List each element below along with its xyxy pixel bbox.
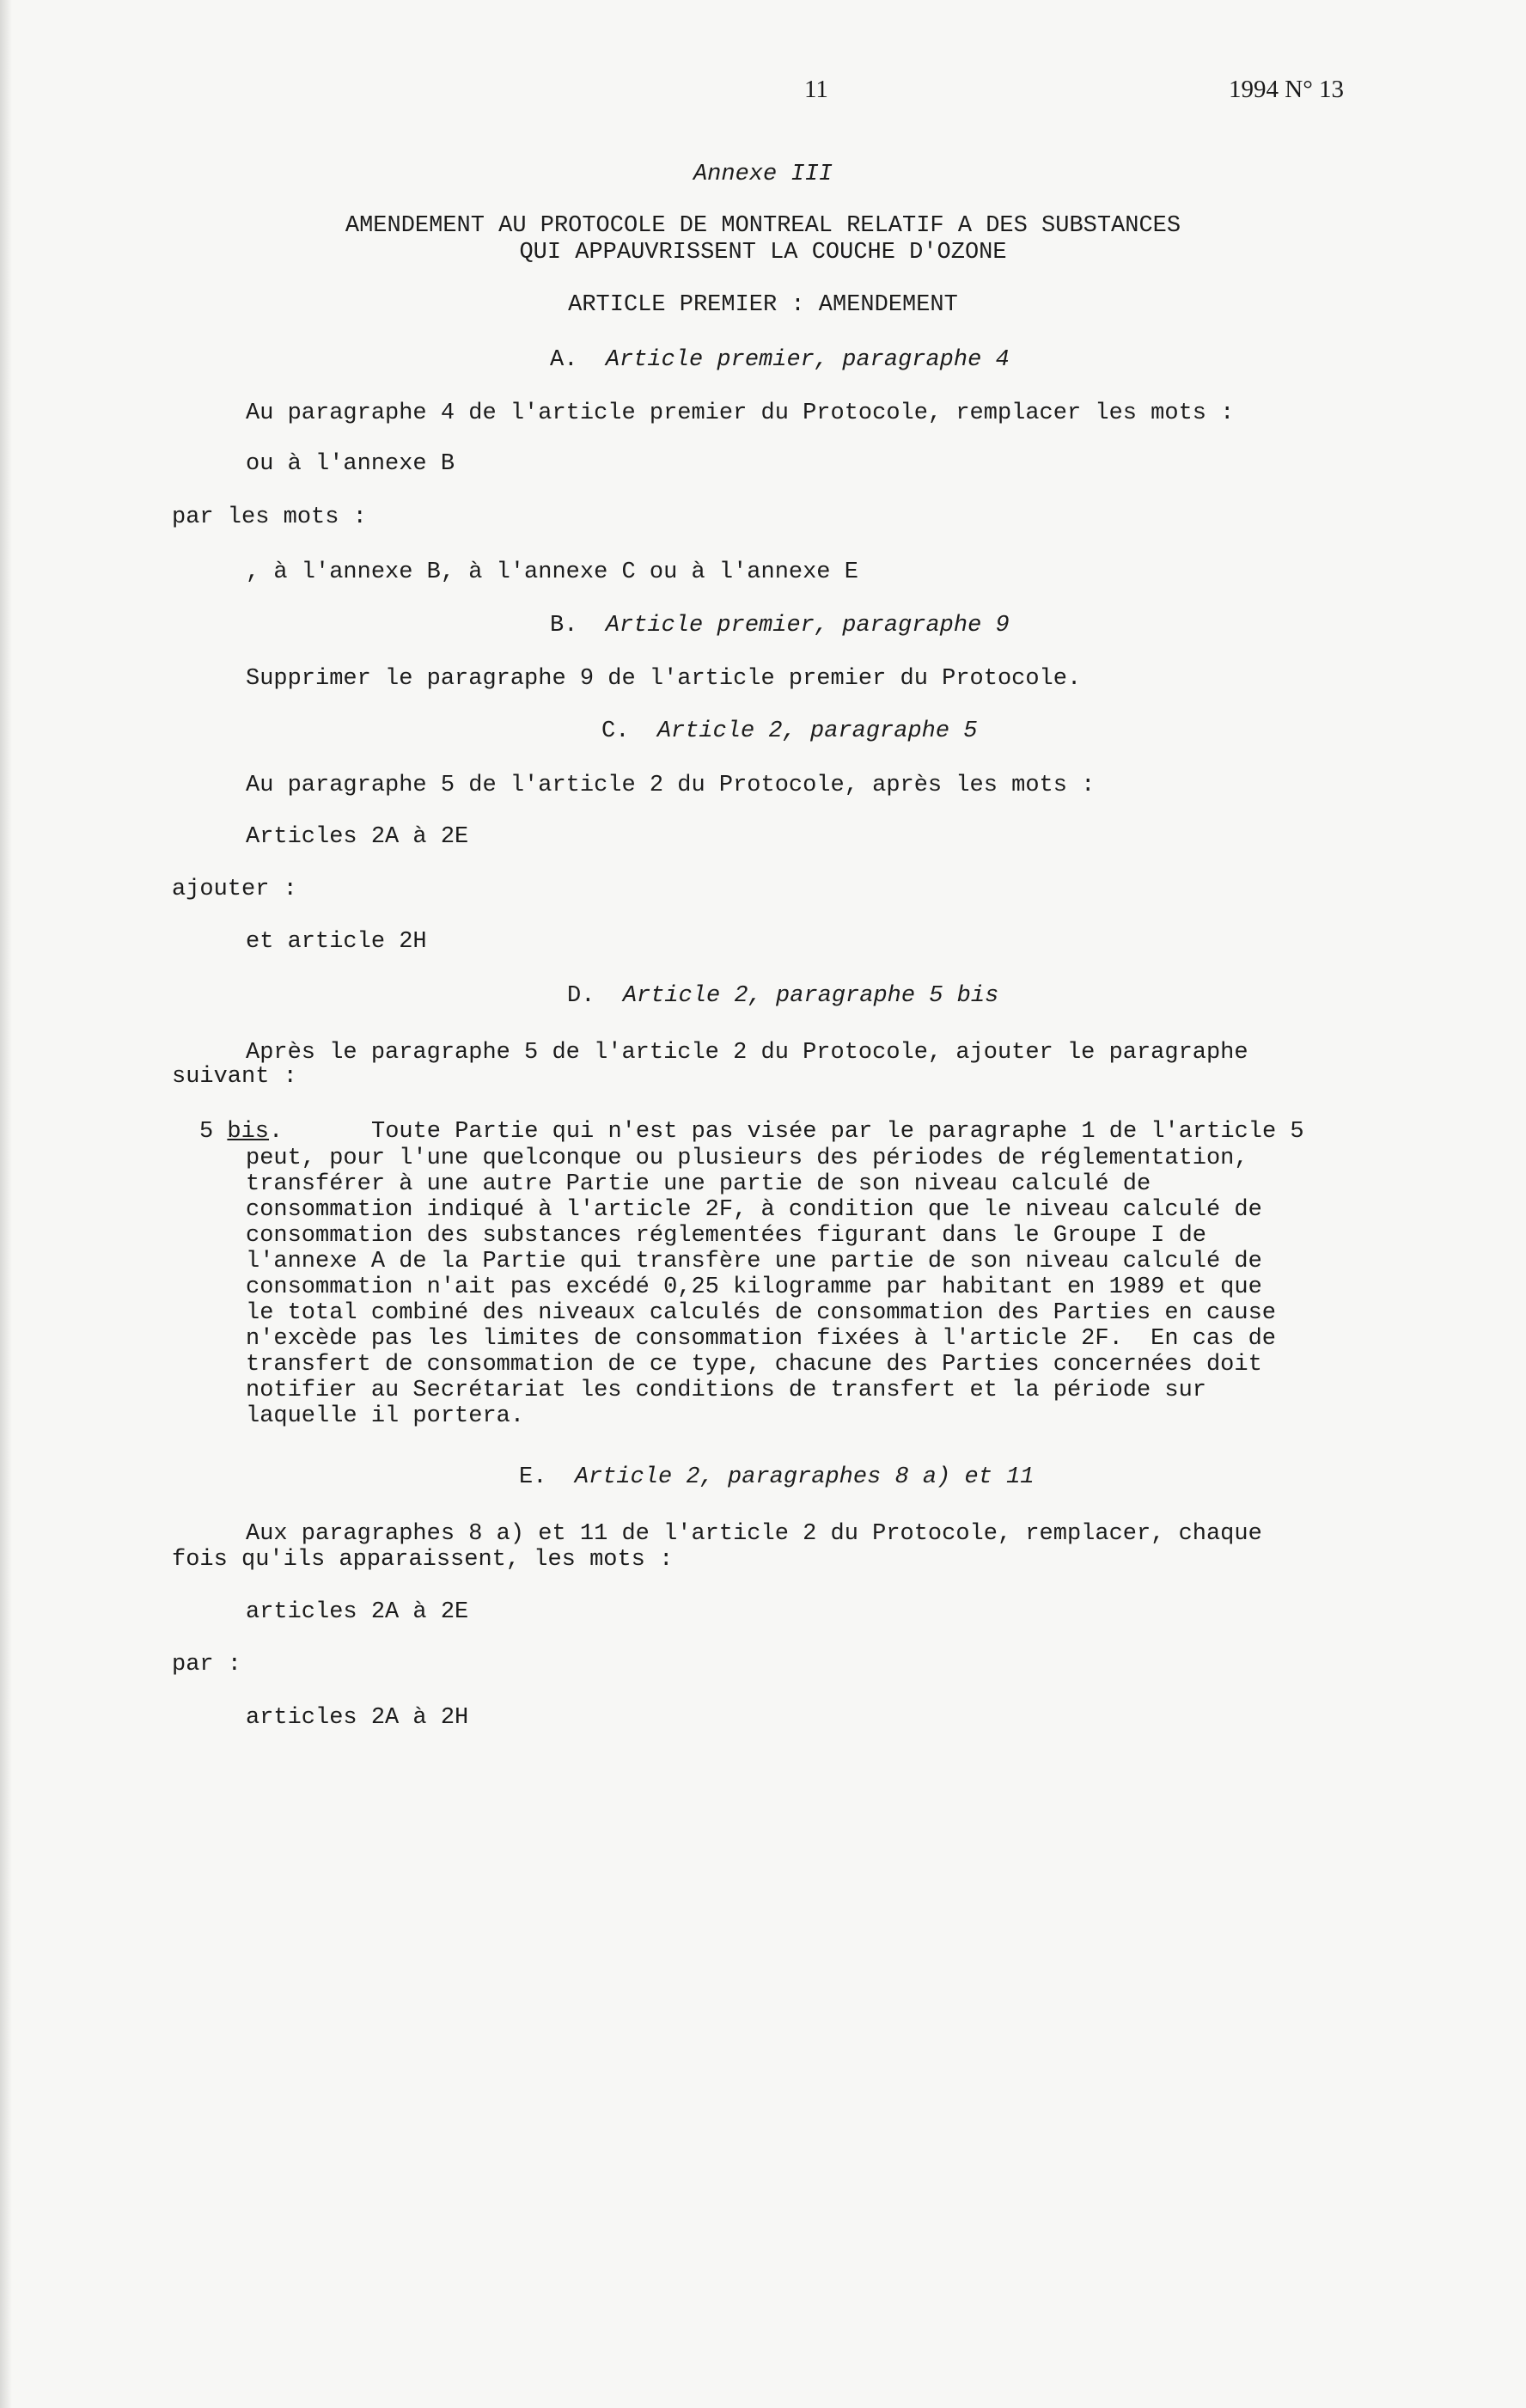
section-a-new-text: , à l'annexe B, à l'annexe C ou à l'annexe E [246, 559, 858, 585]
paragraph-5bis-label: 5 bis. [199, 1119, 284, 1145]
section-c-old-text: Articles 2A à 2E [246, 824, 469, 850]
section-e-title: Article 2, paragraphes 8 a) et 11 [574, 1464, 1035, 1490]
paragraph-5bis-line: consommation n'ait pas excédé 0,25 kilogramme par habitant en 1989 et que [246, 1274, 1262, 1300]
annex-title: Annexe III [693, 162, 833, 187]
section-c-title: Article 2, paragraphe 5 [656, 718, 978, 744]
section-e-new-text: articles 2A à 2H [246, 1705, 469, 1731]
paragraph-5bis-line: consommation indiqué à l'article 2F, à condition que le niveau calculé de [246, 1197, 1262, 1223]
section-e-instruction-line2: fois qu'ils apparaissent, les mots : [172, 1547, 674, 1573]
section-a-connector: par les mots : [172, 504, 367, 530]
section-a-letter: A. [550, 347, 578, 373]
paragraph-5bis-line: notifier au Secrétariat les conditions de transfert et la période sur [246, 1378, 1206, 1403]
section-a-old-text: ou à l'annexe B [246, 451, 455, 477]
paragraph-5bis-line: le total combiné des niveaux calculés de consommation des Parties en cause [246, 1300, 1276, 1326]
section-e-connector: par : [172, 1652, 242, 1678]
paragraph-5bis-line: laquelle il portera. [246, 1403, 525, 1429]
section-a-instruction: Au paragraphe 4 de l'article premier du Protocole, remplacer les mots : [246, 400, 1235, 426]
section-c-connector: ajouter : [172, 877, 297, 902]
section-e-old-text: articles 2A à 2E [246, 1599, 469, 1625]
section-d-title: Article 2, paragraphe 5 bis [622, 983, 999, 1009]
paragraph-5bis-line: n'excède pas les limites de consommation fixées à l'article 2F. En cas de [246, 1326, 1276, 1352]
amendment-heading-line2: QUI APPAUVRISSENT LA COUCHE D'OZONE [519, 240, 1007, 266]
paragraph-5bis-line: l'annexe A de la Partie qui transfère une partie de son niveau calculé de [246, 1249, 1262, 1274]
section-b-instruction: Supprimer le paragraphe 9 de l'article premier du Protocole. [246, 666, 1082, 692]
section-b-title: Article premier, paragraphe 9 [605, 613, 1010, 639]
amendment-heading-line1: AMENDEMENT AU PROTOCOLE DE MONTREAL RELATIF A DES SUBSTANCES [345, 213, 1181, 239]
paragraph-5bis-line: transférer à une autre Partie une partie de son niveau calculé de [246, 1171, 1151, 1197]
section-c-new-text: et article 2H [246, 929, 427, 955]
section-e-heading [519, 1464, 1035, 1490]
section-a-heading [550, 347, 1010, 373]
section-c-heading [601, 718, 977, 744]
paragraph-5bis-line: transfert de consommation de ce type, chacune des Parties concernées doit [246, 1352, 1262, 1378]
section-a-title: Article premier, paragraphe 4 [605, 347, 1010, 373]
issue-number: 1994 N° 13 [1229, 76, 1345, 103]
section-d-letter: D. [567, 983, 595, 1009]
paragraph-5bis-line: consommation des substances réglementées figurant dans le Groupe I de [246, 1223, 1206, 1249]
section-d-instruction-line1: Après le paragraphe 5 de l'article 2 du Protocole, ajouter le paragraphe [246, 1040, 1248, 1066]
section-b-letter: B. [550, 613, 578, 639]
section-b-heading [550, 613, 1010, 639]
section-d-heading [567, 983, 998, 1009]
paragraph-5bis-line: Toute Partie qui n'est pas visée par le paragraphe 1 de l'article 5 [371, 1119, 1304, 1145]
paragraph-5bis-line: peut, pour l'une quelconque ou plusieurs des périodes de réglementation, [246, 1146, 1248, 1171]
section-d-instruction-line2: suivant : [172, 1064, 297, 1090]
section-e-instruction-line1: Aux paragraphes 8 a) et 11 de l'article 2 du Protocole, remplacer, chaque [246, 1521, 1262, 1547]
article-heading: ARTICLE PREMIER : AMENDEMENT [568, 292, 958, 318]
page-number: 11 [804, 76, 828, 103]
section-c-letter: C. [601, 718, 630, 744]
section-e-letter: E. [519, 1464, 547, 1490]
section-c-instruction: Au paragraphe 5 de l'article 2 du Protocole, après les mots : [246, 773, 1096, 798]
